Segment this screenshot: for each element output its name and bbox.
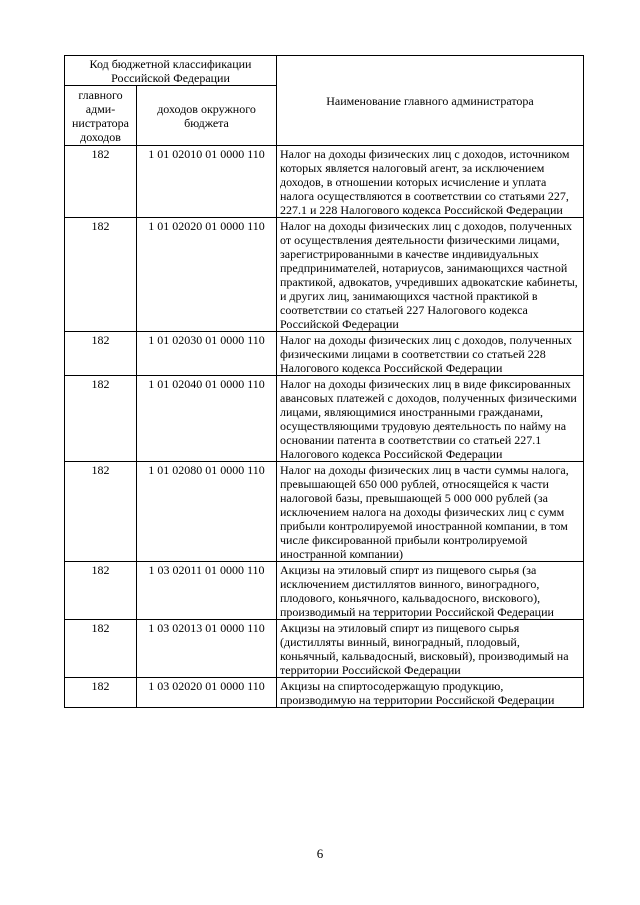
income-code-cell: 1 01 02010 01 0000 110 [137, 146, 277, 218]
table-row [65, 462, 584, 562]
table-body [65, 146, 584, 708]
page-number: 6 [316, 846, 324, 861]
administrator-name-cell: Акцизы на этиловый спирт из пищевого сырья (за исключением дистиллятов винного, виноградного, плодового, коньячного, кальвадосного, вискового), производимый на территории Российской Федерации [277, 562, 584, 620]
income-code-cell: 1 03 02011 01 0000 110 [137, 562, 277, 620]
admin-code-cell: 182 [65, 462, 137, 562]
administrator-name-cell: Налог на доходы физических лиц с доходов, источником которых является налоговый агент, за исключением доходов, в отношении которых исчисление и уплата налога осуществляются в соответствии со статьями 227, 227.1 и 228 Налогового кодекса Российской Федерации [277, 146, 584, 218]
header-administrator-name: Наименование главного администратора [277, 56, 584, 146]
administrator-name-cell: Акцизы на спиртосодержащую продукцию, производимую на территории Российской Федерации [277, 678, 584, 708]
administrator-name-cell: Акцизы на этиловый спирт из пищевого сырья (дистилляты винный, виноградный, плодовый, коньячный, кальвадосный, висковый), производимый на территории Российской Федерации [277, 620, 584, 678]
administrator-name-cell: Налог на доходы физических лиц в виде фиксированных авансовых платежей с доходов, полученных физическими лицами, являющимися иностранными гражданами, осуществляющими трудовую деятельность по найму на основании патента в соответствии со статьей 227.1 Налогового кодекса Российской Федерации [277, 376, 584, 462]
income-code-cell: 1 03 02020 01 0000 110 [137, 678, 277, 708]
table-row [65, 620, 584, 678]
table-row [65, 376, 584, 462]
admin-code-cell: 182 [65, 562, 137, 620]
admin-code-cell: 182 [65, 678, 137, 708]
table-row [65, 678, 584, 708]
admin-code-cell: 182 [65, 146, 137, 218]
table-row [65, 332, 584, 376]
table-row [65, 562, 584, 620]
header-district-income: доходов окружного бюджета [137, 86, 277, 146]
administrator-name-cell: Налог на доходы физических лиц с доходов, полученных физическими лицами в соответствии со статьей 228 Налогового кодекса Российской Федерации [277, 332, 584, 376]
table-row [65, 218, 584, 332]
header-main-administrator: главного адми-нистратора доходов [65, 86, 137, 146]
table-row [65, 146, 584, 218]
income-code-cell: 1 01 02080 01 0000 110 [137, 462, 277, 562]
header-classification-code: Код бюджетной классификации Российской Федерации [65, 56, 277, 86]
administrator-name-cell: Налог на доходы физических лиц с доходов, полученных от осуществления деятельности физическими лицами, зарегистрированными в качестве индивидуальных предпринимателей, нотариусов, занимающихся частной практикой, адвокатов, учредивших адвокатские кабинеты, и других лиц, занимающихся частной практикой в соответствии со статьей 227 Налогового кодекса Российской Федерации [277, 218, 584, 332]
budget-classification-table [64, 55, 584, 708]
table-header-row [65, 56, 584, 86]
admin-code-cell: 182 [65, 218, 137, 332]
income-code-cell: 1 01 02020 01 0000 110 [137, 218, 277, 332]
income-code-cell: 1 03 02013 01 0000 110 [137, 620, 277, 678]
administrator-name-cell: Налог на доходы физических лиц в части суммы налога, превышающей 650 000 рублей, относящейся к части налоговой базы, превышающей 5 000 000 рублей (за исключением налога на доходы физических лиц с сумм прибыли контролируемой иностранной компании, в том числе фиксированной прибыли контролируемой иностранной компании) [277, 462, 584, 562]
income-code-cell: 1 01 02030 01 0000 110 [137, 332, 277, 376]
admin-code-cell: 182 [65, 620, 137, 678]
admin-code-cell: 182 [65, 376, 137, 462]
admin-code-cell: 182 [65, 332, 137, 376]
income-code-cell: 1 01 02040 01 0000 110 [137, 376, 277, 462]
